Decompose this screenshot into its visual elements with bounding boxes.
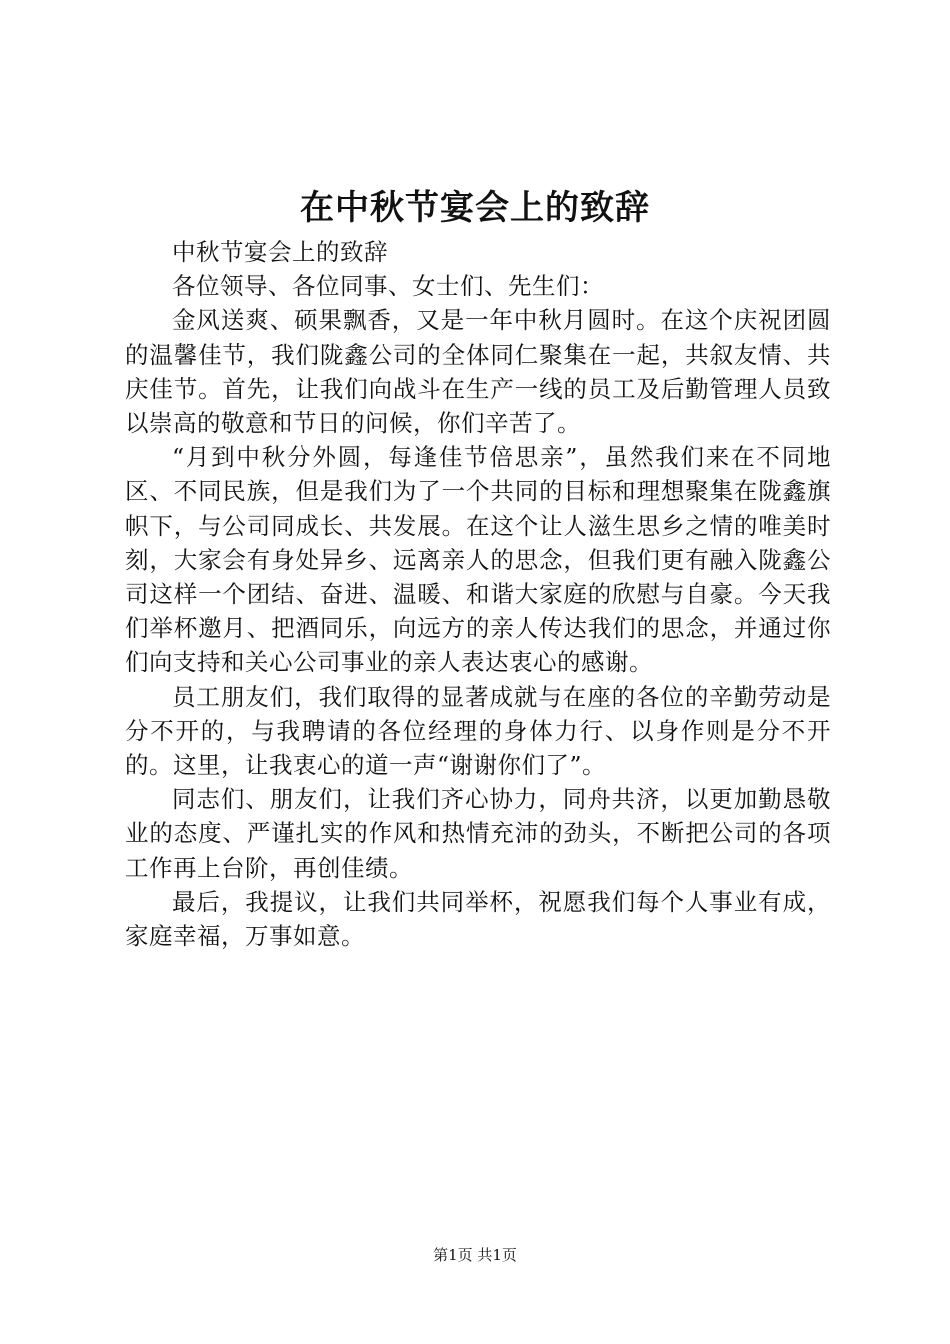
paragraph-closing: 最后，我提议，让我们共同举杯，祝愿我们每个人事业有成，家庭幸福，万事如意。: [125, 887, 831, 951]
paragraph: “月到中秋分外圆，每逢佳节倍思亲”，虽然我们来在不同地区、不同民族，但是我们为了一个共同的目标和理想聚集在陇鑫旗帜下，与公司同成长、共发展。在这个让人滋生思乡之情的唯美时刻，大家会有身处异乡、远离亲人的思念，但我们更有融入陇鑫公司这样一个团结、奋进、温暖、和谐大家庭的欣慰与自豪。今天我们举杯邀月、把酒同乐，向远方的亲人传达我们的思念，并通过你们向支持和关心公司事业的亲人表达衷心的感谢。: [125, 443, 831, 677]
paragraph: 同志们、朋友们，让我们齐心协力，同舟共济，以更加勤恳敬业的态度、严谨扎实的作风和热情充沛的劲头，不断把公司的各项工作再上台阶，再创佳绩。: [125, 785, 831, 882]
paragraph: 员工朋友们，我们取得的显著成就与在座的各位的辛勤劳动是分不开的，与我聘请的各位经理的身体力行、以身作则是分不开的。这里，让我衷心的道一声“谢谢你们了”。: [125, 682, 831, 780]
page-number-footer: 第1页 共1页: [433, 1246, 517, 1264]
paragraph-subtitle: 中秋节宴会上的致辞: [172, 238, 388, 266]
paragraph-salutation: 各位领导、各位同事、女士们、先生们：: [172, 272, 604, 301]
document-body: [125, 235, 831, 953]
paragraph: 金风送爽、硕果飘香，又是一年中秋月圆时。在这个庆祝团圆的温馨佳节，我们陇鑫公司的全体同仁聚集在一起，共叙友情、共庆佳节。首先，让我们向战斗在生产一线的员工及后勤管理人员致以崇高的敬意和节日的问候，你们辛苦了。: [125, 306, 831, 438]
document-title: 在中秋节宴会上的致辞: [300, 188, 650, 228]
